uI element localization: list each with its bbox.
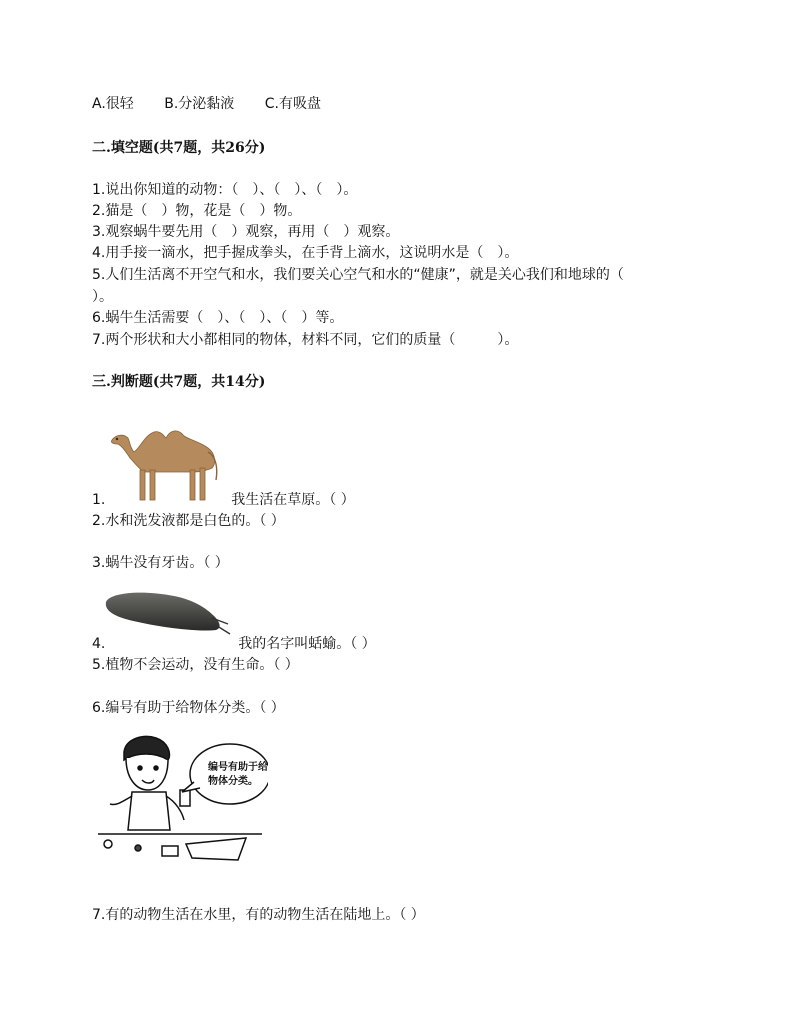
fill-q2: 2.猫是（ ）物，花是（ ）物。 <box>92 203 302 219</box>
judge-q1 <box>92 490 355 510</box>
judge-q4-number: 4. <box>92 636 106 652</box>
judge-q1-text: 我生活在草原。（ ） <box>231 492 355 508</box>
speech-bubble-line2: 物体分类。 <box>208 776 258 787</box>
speech-bubble-line1: 编号有助于给 <box>208 762 268 773</box>
choice-a: A.很轻 <box>92 96 134 112</box>
boy-cartoon-image <box>96 730 268 872</box>
judge-q1-number: 1. <box>92 492 106 508</box>
judge-q4 <box>92 634 376 654</box>
judge-q6: 6.编号有助于给物体分类。（ ） <box>92 700 285 716</box>
fill-q6: 6.蜗牛生活需要（ ）、（ ）、（ ）等。 <box>92 310 344 326</box>
fill-q1: 1.说出你知道的动物：（ ）、（ ）、（ ）。 <box>92 182 358 198</box>
fill-q3: 3.观察蜗牛要先用（ ）观察，再用（ ）观察。 <box>92 224 400 240</box>
section2-title: 二.填空题(共7题，共26分) <box>92 140 266 156</box>
judge-q2: 2.水和洗发液都是白色的。（ ） <box>92 513 285 529</box>
choice-c: C.有吸盘 <box>264 96 321 112</box>
slug-image <box>104 588 234 640</box>
choice-options <box>92 94 347 114</box>
fill-q5-line1: 5.人们生活离不开空气和水，我们要关心空气和水的“健康”，就是关心我们和地球的（ <box>92 267 624 283</box>
judge-q7: 7.有的动物生活在水里，有的动物生活在陆地上。（ ） <box>92 907 425 923</box>
section3-title: 三.判断题(共7题，共14分) <box>92 374 266 390</box>
choice-b: B.分泌黏液 <box>164 96 235 112</box>
fill-q4: 4.用手接一滴水，把手握成拳头，在手背上滴水，这说明水是（ ）。 <box>92 245 519 261</box>
judge-q5: 5.植物不会运动，没有生命。（ ） <box>92 657 299 673</box>
fill-q7: 7.两个形状和大小都相同的物体，材料不同，它们的质量（ ）。 <box>92 332 519 348</box>
judge-q4-text: 我的名字叫蛞蝓。（ ） <box>238 636 376 652</box>
fill-q5-line2: ）。 <box>92 289 113 305</box>
judge-q3: 3.蜗牛没有牙齿。（ ） <box>92 555 229 571</box>
